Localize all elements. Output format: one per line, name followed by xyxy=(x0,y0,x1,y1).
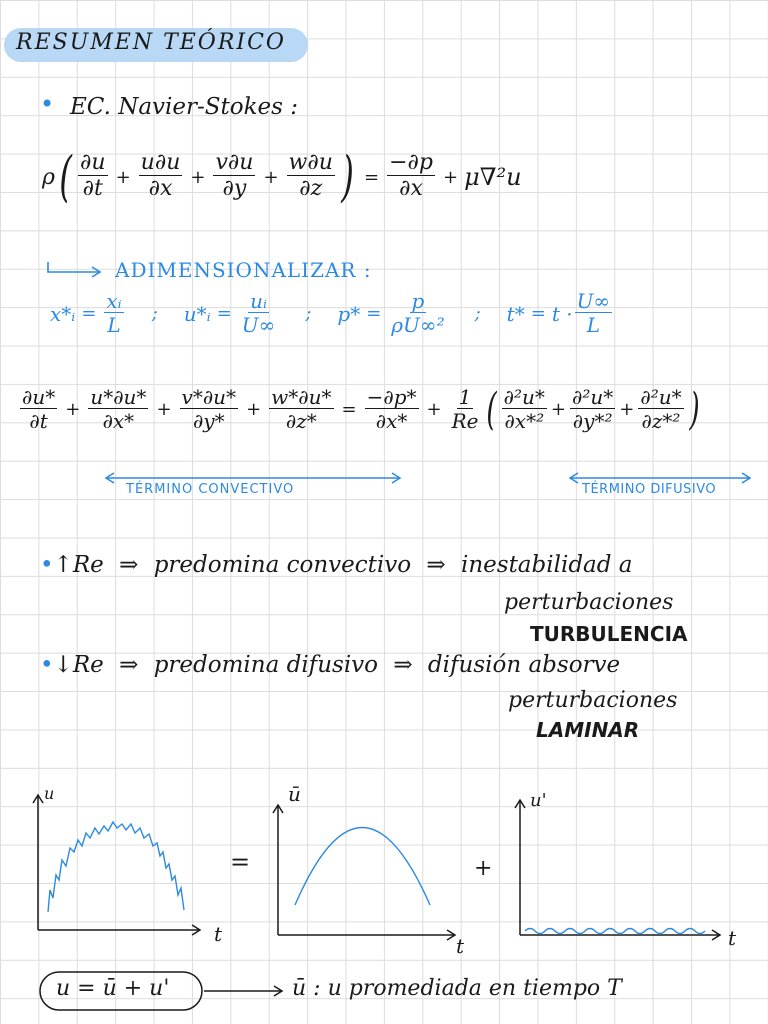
paren-right: ) xyxy=(341,145,354,208)
nd-term-pressure: $\frac{-\partial p*}{\partial x*}$ xyxy=(366,385,417,433)
graph3-ylabel: u' xyxy=(530,790,547,811)
paren-left: ( xyxy=(59,145,72,208)
noisy-velocity-curve xyxy=(48,822,184,912)
graph-equals: = xyxy=(230,848,251,876)
equals: = xyxy=(364,166,380,188)
term-difusivo-label: TÉRMINO DIFUSIVO xyxy=(582,482,717,497)
p-fraction: $\frac{p}{\text{ρU∞²}}$ xyxy=(391,289,445,337)
ns-pressure-term: $\frac{-\partial p}{\partial x}$ xyxy=(389,150,434,202)
reynolds-decomposition: u = ū + u' xyxy=(56,976,170,1001)
nondimensional-equation: $\frac{\partial u*}{\partial t}$ + $\frac{u*\partial u*}{\partial x*}$ + $\frac{v*\partial u*}{\partial y*}$ + $\frac{w*\partial u*}{\partial z*}$ = $\frac{-\partial p*}{\partial x*}$ + $\frac{1}{Re}$ ( $\frac{\text{∂²u*}}{\text{∂x*²}}$ + $\frac{\text{∂²u*}}{\text{∂y*²}}$ + $\frac{\text{∂²u*}}{\text{∂z*²}}$ ) xyxy=(22,383,700,435)
high-re-line: •↑Re ⇒ predomina convectivo ⇒ inestabilidad a xyxy=(40,552,633,578)
rho: ρ xyxy=(42,164,55,190)
adim-label: ADIMENSIONALIZAR : xyxy=(115,258,372,282)
mean-velocity-curve xyxy=(295,828,430,906)
low-re-line: •↓Re ⇒ predomina difusivo ⇒ difusión absorve xyxy=(40,652,621,678)
nd-term-y: $\frac{v*\partial u*}{\partial y*}$ xyxy=(181,385,237,433)
low-re-perturbations: perturbaciones xyxy=(508,688,678,713)
turbulencia-label: TURBULENCIA xyxy=(530,622,688,646)
page-title: RESUMEN TEÓRICO xyxy=(16,30,286,55)
laminar-label: LAMINAR xyxy=(536,718,640,742)
nd-term-lap-z: $\frac{\text{∂²u*}}{\text{∂z*²}}$ xyxy=(640,385,682,433)
plus: + xyxy=(263,166,279,188)
viscous-term: μ∇²u xyxy=(464,163,522,191)
high-re-perturbations: perturbaciones xyxy=(504,590,674,615)
t-var: t · xyxy=(551,301,573,326)
xi-star: x*ᵢ xyxy=(50,301,76,326)
ui-star: u*ᵢ xyxy=(183,301,211,326)
nd-term-reynolds: $\frac{1}{Re}$ xyxy=(451,385,479,433)
arrow-up-icon: ↑ xyxy=(53,552,73,578)
xi-fraction: $\frac{\text{xᵢ}}{L}$ xyxy=(106,289,122,337)
p-star: p* xyxy=(337,301,361,326)
ns-term-3: $\frac{v\partial u}{\partial y}$ xyxy=(215,150,254,202)
fluctuation-curve xyxy=(525,929,705,934)
term-convectivo-label: TÉRMINO CONVECTIVO xyxy=(126,482,295,497)
ui-fraction: $\frac{\text{uᵢ}}{U\infty}$ xyxy=(241,289,276,337)
nd-term-time: $\frac{\partial u*}{\partial t}$ xyxy=(22,385,56,433)
graph2-xlabel: t xyxy=(456,934,465,958)
graph3-xlabel: t xyxy=(728,926,737,950)
plus: + xyxy=(443,166,459,188)
nd-term-x: $\frac{u*\partial u*}{\partial x*}$ xyxy=(90,385,147,433)
graph2-ylabel: ū xyxy=(288,782,301,806)
ns-term-2: $\frac{u\partial u}{\partial x}$ xyxy=(140,150,181,202)
ns-term-4: $\frac{w\partial u}{\partial z}$ xyxy=(288,150,333,202)
graph-plus: + xyxy=(474,856,493,881)
t-fraction: $\frac{U\infty}{L}$ xyxy=(576,289,611,337)
graph1-xlabel: t xyxy=(214,922,223,946)
nd-term-lap-y: $\frac{\text{∂²u*}}{\text{∂y*²}}$ xyxy=(572,385,614,433)
mean-definition: ū : u promediada en tiempo T xyxy=(292,976,622,1001)
nd-term-z: $\frac{w*\partial u*}{\partial z*}$ xyxy=(271,385,332,433)
plus: + xyxy=(190,166,206,188)
ns-heading: EC. Navier-Stokes : xyxy=(70,94,299,120)
graph1-ylabel: u xyxy=(44,784,55,803)
plus: + xyxy=(115,166,131,188)
ns-term-1: $\frac{\partial u}{\partial t}$ xyxy=(80,150,106,202)
nd-term-lap-x: $\frac{\text{∂²u*}}{\text{∂x*²}}$ xyxy=(503,385,545,433)
bullet: • xyxy=(40,90,55,118)
adim-definitions: x*ᵢ = $\frac{\text{xᵢ}}{L}$ ; u*ᵢ = $\frac{\text{uᵢ}}{U\infty}$ ; p* = $\frac{p}{\text{ρU∞²}}$ ; t* = t · $\frac{U\infty}{L}$ xyxy=(50,289,611,337)
arrow-down-icon: ↓ xyxy=(53,652,73,678)
t-star: t* xyxy=(506,301,525,326)
